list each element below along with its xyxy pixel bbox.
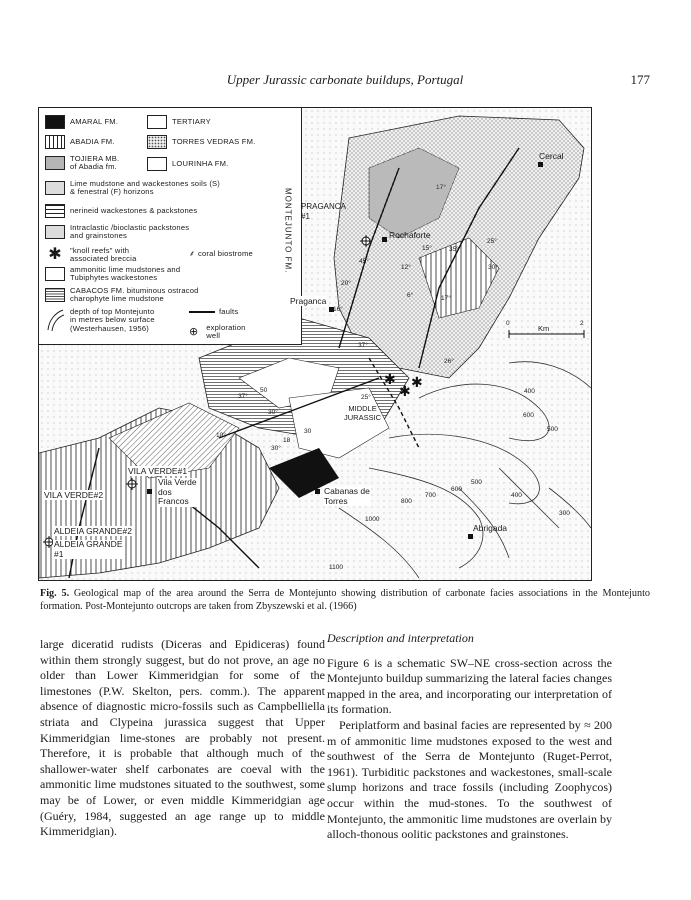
contour-label: 400 <box>511 492 522 499</box>
figure-caption <box>40 588 650 613</box>
legend-tertiary: TERTIARY <box>147 115 211 129</box>
place-vila-verde-2: VILA VERDE#2 <box>44 490 104 500</box>
place-cercal: Cercal <box>539 151 564 161</box>
swatch-white <box>147 115 167 129</box>
legend-coral: ⸙ coral biostrome <box>189 249 253 258</box>
place-rochaforte: Rochaforte <box>389 230 431 240</box>
contour-label: 800 <box>401 498 412 505</box>
place-vila-verde-1: VILA VERDE#1 <box>128 466 188 476</box>
legend-amaral: AMARAL FM. <box>45 115 118 129</box>
dip-label: 30 <box>304 428 312 435</box>
swatch-vlines <box>45 135 65 149</box>
running-title: Upper Jurassic carbonate buildups, Portugal <box>226 72 464 87</box>
place-praganca-1: PRAGANCA #1 <box>301 202 346 221</box>
dip-label: 30° <box>271 445 281 452</box>
legend-lime-mudstone: Lime mudstone and wackestones soils (S) & fenestral (F) horizons <box>45 180 220 197</box>
place-cabanas-de-torres: Cabanas de Torres <box>324 486 370 506</box>
dip-label: 45° <box>359 258 369 265</box>
dip-label: 16° <box>333 306 343 313</box>
dip-label: 35° <box>449 246 459 253</box>
page-number: 177 <box>630 72 650 87</box>
legend-knoll-reefs: ✱ "knoll reefs" with associated breccia <box>45 247 137 264</box>
dip-label: 6° <box>407 292 414 299</box>
dip-label: 15° <box>422 245 432 252</box>
contour-label: 600 <box>523 412 534 419</box>
swatch-fine <box>45 225 65 239</box>
caption-label: Fig. 5. <box>40 588 70 599</box>
dip-label: 25° <box>487 238 497 245</box>
place-praganca: Praganca <box>290 296 327 306</box>
dip-label: 26° <box>444 358 454 365</box>
left-paragraph: large diceratid rudists (Diceras and Epidiceras) found within them strongly suggest, but do not prove, an age no older than Lower Kimmeridgian for some of the limestones (P.W. Skelton, pers. comm.). The apparent absence of diagnostic micro-fossils such as Campbelliella striata and Clypeina jurassica suggest that Upper Kimmeridgian lime-stones are probably not present. Therefore, it is probable that although much of the shallower-water shelf carbonates are coeval with the ammonitic lime mudstones situated to the southwest, some may be of Lower, or even middle Kimmeridgian age (Guéry, 1984, suggested an age range up to middle Kimmeridgian). <box>40 637 325 839</box>
right-paragraph-2: Periplatform and basinal facies are represented by ≈ 200 m of ammonitic lime mudstones exposed to the west and southwest of the Serra de Montejunto (Ruget-Perrot, 1961). Turbiditic packstones and wackestones, small-scale slump horizons and trace fossils (including Zoophycos) occur within the mud-stones. To the southwest of Montejunto, the ammonitic lime mudstones are overlain by alloch-thonous oolitic packstones and grainstones. <box>327 717 612 842</box>
legend-lourinha: LOURINHA FM. <box>147 157 228 171</box>
dip-label: 30° <box>488 264 498 271</box>
dip-label: 30° <box>268 409 278 416</box>
svg-text:✱: ✱ <box>411 374 423 390</box>
dip-label: 18 <box>283 437 291 444</box>
legend-nerineid: nerineid wackestones & packstones <box>45 204 197 218</box>
swatch-white <box>45 267 65 281</box>
star-icon: ✱ <box>48 246 62 264</box>
scale-unit: Km <box>538 324 550 333</box>
place-vila-verde-dos-francos: Vila Verde dos Francos <box>158 477 197 506</box>
fault-icon <box>189 311 215 313</box>
legend-ammonitic: ammonitic lime mudstones and Tubiphytes wackestones <box>45 266 180 283</box>
contour-label: 1000 <box>365 516 380 523</box>
dip-label: 37° <box>358 342 368 349</box>
place-middle-jurassic: MIDDLE JURASSIC <box>344 404 382 422</box>
dip-label: 17° <box>436 184 446 191</box>
legend-torres-vedras: TORRES VEDRAS FM. <box>147 135 255 149</box>
right-paragraph-1: Figure 6 is a schematic SW–NE cross-section across the Montejunto buildup summarizing the lateral facies changes mapped in the area, and incorporating our interpretation of its formation. <box>327 655 612 717</box>
scale-zero: 0 <box>506 320 510 327</box>
legend-contour: depth of top Montejunto in metres below surface (Westerhausen, 1956) <box>45 308 155 333</box>
contour-label: 500 <box>471 479 482 486</box>
contour-label: 1100 <box>329 564 343 571</box>
scale-end: 2 <box>580 320 584 327</box>
contour-label: 300 <box>559 510 570 517</box>
contour-icon <box>45 314 65 328</box>
place-aldeia-grande-1: ALDEIA GRANDE #1 <box>54 539 123 559</box>
dip-label: 20° <box>341 280 351 287</box>
dip-label: 17° <box>441 295 451 302</box>
legend-intraclastic: Intraclastic /bioclastic packstones and grainstones <box>45 224 189 241</box>
legend-abadia: ABADIA FM. <box>45 135 115 149</box>
swatch-dense <box>45 156 65 170</box>
swatch-dots <box>147 135 167 149</box>
legend-tojiera: TOJIERA MB. of Abadia fm. <box>45 155 119 172</box>
dip-label: 25° <box>361 394 371 401</box>
contour-label: 600 <box>451 486 462 493</box>
swatch-white <box>147 157 167 171</box>
geological-map-figure <box>38 107 592 581</box>
dip-label: 12° <box>401 264 411 271</box>
montejunto-fm-label: MONTEJUNTO FM. <box>283 188 293 274</box>
swatch-hlines <box>45 288 65 302</box>
legend-faults: faults <box>189 308 238 316</box>
map-legend <box>39 108 302 345</box>
right-column <box>327 631 612 843</box>
caption-text: Geological map of the area around the Serra de Montejunto showing distribution of carbonate facies associations in the Montejunto formation. Post-Montejunto outcrops are taken from Zbyszewski et al. (1966) <box>40 588 650 612</box>
well-icon: ⊕ <box>189 326 199 339</box>
place-abrigada: Abrigada <box>473 523 508 533</box>
dip-label: 10° <box>216 432 226 439</box>
legend-cabacos: CABACOS FM. bituminous ostracod charophyte lime mudstone <box>45 287 199 304</box>
swatch-bricks <box>45 204 65 218</box>
legend-well: ⊕ exploration well <box>189 323 246 341</box>
dip-label: 50 <box>260 387 268 394</box>
svg-text:✱: ✱ <box>399 383 411 399</box>
contour-label: 400 <box>524 388 535 395</box>
swatch-black <box>45 115 65 129</box>
svg-text:✱: ✱ <box>384 371 396 387</box>
dip-label: 37° <box>238 393 248 400</box>
contour-label: 700 <box>425 492 436 499</box>
left-column <box>40 637 325 840</box>
page-header <box>40 72 650 90</box>
place-aldeia-grande-2: ALDEIA GRANDE#2 <box>54 526 132 536</box>
section-heading: Description and interpretation <box>327 631 474 645</box>
swatch-fine <box>45 181 65 195</box>
contour-label: 500 <box>547 426 558 433</box>
coral-icon: ⸙ <box>189 249 195 258</box>
